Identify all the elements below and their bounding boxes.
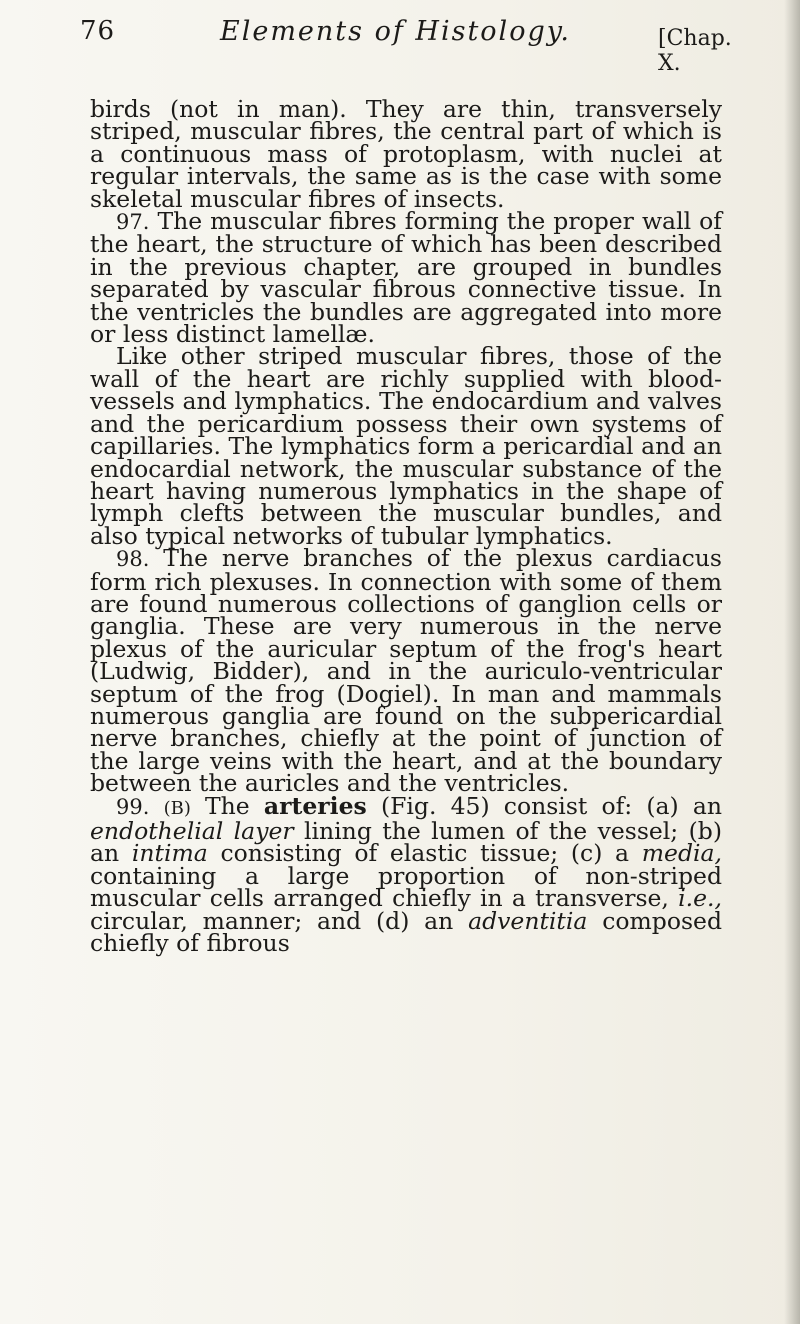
- term-intima: intima: [131, 839, 208, 868]
- section-marker-b: (B): [163, 797, 191, 819]
- term-media: media,: [641, 839, 722, 868]
- chapter-reference: [Chap. X.: [658, 26, 732, 76]
- term-arteries: arteries: [263, 791, 367, 820]
- p99-text-4: consisting of elastic tissue; (c) a: [220, 839, 630, 868]
- paragraph-97: [90, 207, 722, 349]
- body-text: [90, 95, 722, 958]
- p99-text-7: composed chiefly of fibrous: [90, 906, 722, 958]
- running-title: Elements of Histology.: [220, 16, 571, 47]
- p99-text-6: circular, manner; and (d) an: [90, 906, 454, 935]
- page-edge-shadow: [784, 0, 800, 1324]
- page-number: 76: [80, 16, 116, 46]
- page-header: [80, 14, 740, 74]
- term-endothelial-layer: endothelial layer: [90, 817, 294, 845]
- section-number-98: 98.: [116, 547, 150, 572]
- paragraph-99: [90, 791, 722, 958]
- paragraph-98: [90, 544, 722, 798]
- paragraph-97-text: The muscular fibres forming the proper wall of the heart, the structure of which has been described in the previous chapter, are grouped in bundles separated by vascular fibrous connective tissue. In the ventricles the bundles are aggregated into more or less distinct lamellæ.: [90, 207, 722, 349]
- paragraph-continuation: birds (not in man). They are thin, transversely striped, muscular fibres, the central part of which is a continuous mass of protoplasm, with nuclei at regular intervals, the same as is the case with some skeletal muscular fibres of insects.: [90, 95, 722, 213]
- p99-text-3: lining the lumen of the vessel; (b) an: [90, 817, 722, 868]
- p99-text-1: The: [205, 791, 250, 820]
- section-number-99: 99.: [116, 794, 150, 819]
- p99-text-5: containing a large proportion of non-striped muscular cells arranged chiefly in a transverse,: [90, 861, 722, 913]
- term-adventitia: adventitia: [468, 906, 588, 935]
- paragraph-lymphatics: Like other striped muscular fibres, those of the wall of the heart are richly supplied with blood-vessels and lymphatics. The endocardium and valves and the pericardium possess their own systems of capillaries. The lymphatics form a pericardial and an endocardial network, the muscular substance of the heart having numerous lymphatics in the shape of lymph clefts between the muscular bundles, and also typical networks of tubular lymphatics.: [90, 342, 722, 550]
- term-ie: i.e.,: [678, 884, 722, 913]
- p99-text-2: (Fig. 45) consist of: (a) an: [380, 791, 722, 820]
- section-number-97: 97.: [116, 210, 150, 235]
- paragraph-98-text: The nerve branches of the plexus cardiacus form rich plexuses. In connection with some of them are found numerous collections of ganglion cells or ganglia. These are very numerous in the nerve plexus of the auricular septum of the frog's heart (Ludwig, Bidder), and in the auriculo-ventricular septum of the frog (Dogiel). In man and mammals numerous ganglia are found on the subpericardial nerve branches, chiefly at the point of junction of the large veins with the heart, and at the boundary between the auricles and the ventricles.: [90, 544, 722, 798]
